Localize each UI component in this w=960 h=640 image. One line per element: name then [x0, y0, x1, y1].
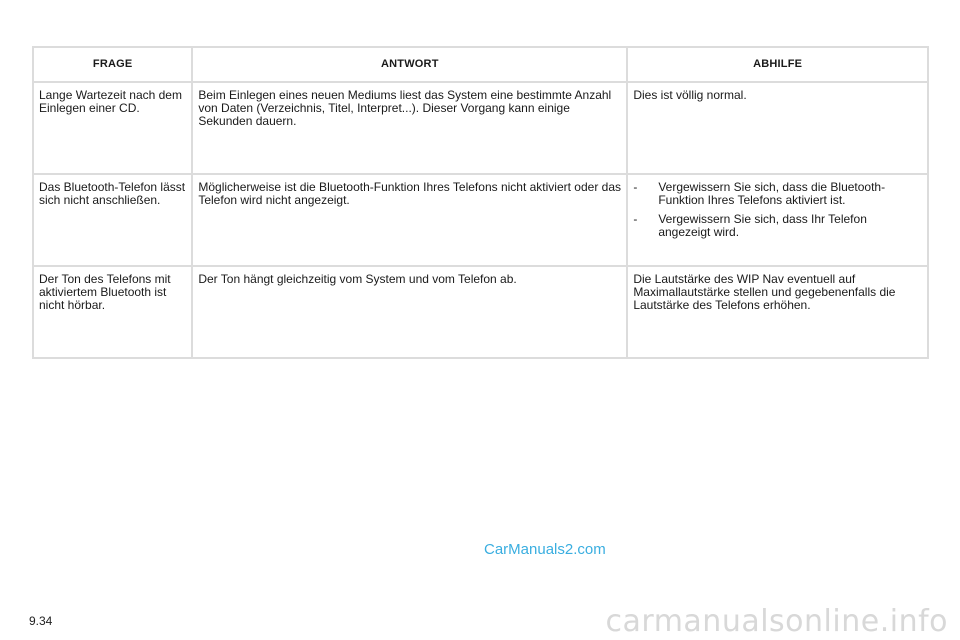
list-dash: -: [633, 180, 638, 194]
question-cell: Der Ton des Telefons mit aktiviertem Bluetooth ist nicht hörbar.: [33, 266, 192, 358]
question-cell: Lange Wartezeit nach dem Einlegen einer CD.: [33, 82, 192, 174]
header-remedy: ABHILFE: [627, 47, 928, 82]
answer-cell: Beim Einlegen eines neuen Mediums liest das System eine bestimmte Anzahl von Daten (Verzeichnis, Titel, Interpret...). Dieser Vorgang kann einige Sekunden dauern.: [192, 82, 627, 174]
answer-cell: Der Ton hängt gleichzeitig vom System und vom Telefon ab.: [192, 266, 627, 358]
table-header-row: [33, 47, 928, 82]
table-row: [33, 266, 928, 358]
answer-cell: Möglicherweise ist die Bluetooth-Funktion Ihres Telefons nicht aktiviert oder das Telefon wird nicht angezeigt.: [192, 174, 627, 266]
remedy-list: [633, 181, 922, 239]
page-number: 9.34: [29, 614, 53, 628]
remedy-item-text: Vergewissern Sie sich, dass die Bluetooth-Funktion Ihres Telefons aktiviert ist.: [658, 180, 886, 207]
remedy-list-item: [633, 213, 922, 239]
table-row: [33, 174, 928, 266]
remedy-list-item: [633, 181, 922, 207]
remedy-cell: [627, 174, 928, 266]
table-row: [33, 82, 928, 174]
question-cell: Das Bluetooth-Telefon lässt sich nicht anschließen.: [33, 174, 192, 266]
remedy-cell: Dies ist völlig normal.: [627, 82, 928, 174]
faq-table: [32, 46, 929, 359]
list-dash: -: [633, 212, 638, 226]
carmanuals-link[interactable]: CarManuals2.com: [484, 541, 606, 558]
header-question: FRAGE: [33, 47, 192, 82]
remedy-cell: Die Lautstärke des WIP Nav eventuell auf Maximallautstärke stellen und gegebenenfalls die Lautstärke des Telefons erhöhen.: [627, 266, 928, 358]
remedy-item-text: Vergewissern Sie sich, dass Ihr Telefon angezeigt wird.: [658, 212, 867, 239]
footer-watermark: carmanualsonline.info: [605, 604, 948, 639]
header-answer: ANTWORT: [192, 47, 627, 82]
